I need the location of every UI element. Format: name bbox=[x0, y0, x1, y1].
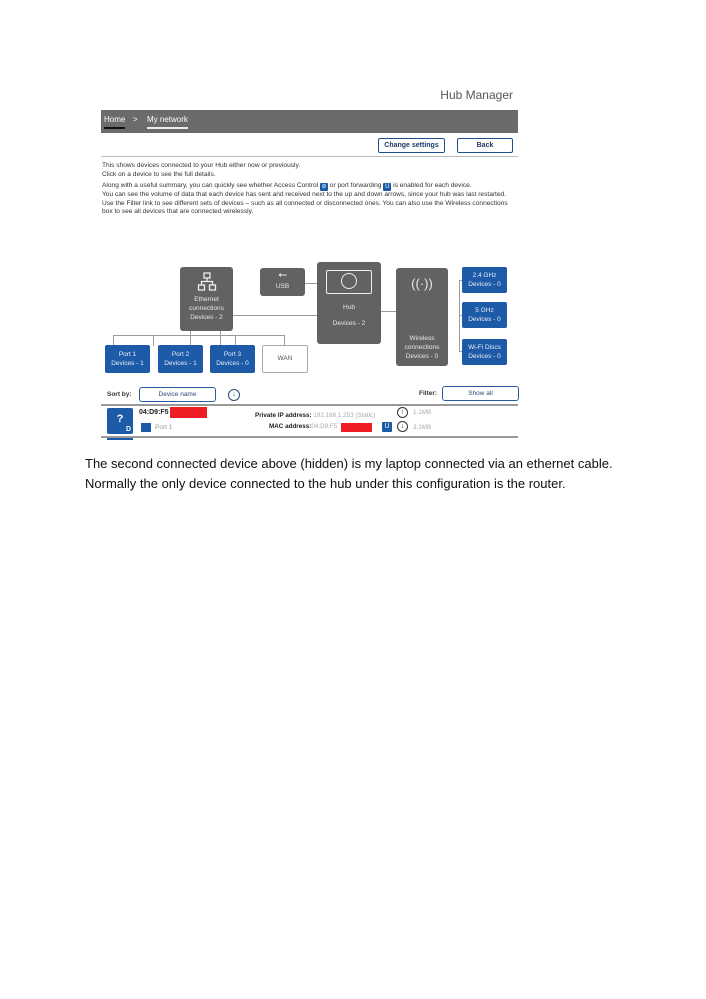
next-device-icon-partial bbox=[107, 438, 133, 440]
wireless-device-count: Devices - 0 bbox=[405, 353, 439, 360]
device-name: 04:D9:F5 bbox=[139, 409, 169, 416]
intro-text bbox=[102, 162, 512, 217]
download-arrow-icon: ↓ bbox=[397, 421, 408, 432]
network-icon bbox=[197, 272, 217, 292]
breadcrumb-separator: > bbox=[133, 115, 138, 124]
breadcrumb-home[interactable]: Home bbox=[104, 115, 125, 129]
usb-box[interactable]: ⭠ USB bbox=[260, 268, 305, 296]
intro-line: Use the Filter link to see different sets of devices – such as all connected or disconnected ones. You can also use the Wireless connections box to see all devices that are connected wirelessly. bbox=[102, 199, 508, 216]
port-3-box[interactable]: Port 3 Devices - 0 bbox=[210, 345, 255, 373]
port-2-box[interactable]: Port 2 Devices - 1 bbox=[158, 345, 203, 373]
connector-line bbox=[153, 335, 154, 346]
port-forwarding-icon: U bbox=[385, 184, 390, 191]
wireless-icon: ((·)) bbox=[411, 276, 433, 291]
usb-icon: ⭠ bbox=[278, 269, 287, 281]
connector-line bbox=[381, 311, 396, 312]
data-received: 3.1MB bbox=[413, 424, 432, 431]
intro-line: This shows devices connected to your Hub either now or previously. bbox=[102, 162, 301, 169]
wifi-discs-box[interactable]: Wi-Fi Discs Devices - 0 bbox=[462, 339, 507, 365]
sort-label: Sort by: bbox=[107, 391, 132, 398]
hub-manager-screenshot bbox=[85, 84, 535, 440]
wireless-connections-box[interactable]: ((·)) Wireless connections Devices - 0 bbox=[396, 268, 448, 366]
redaction bbox=[170, 407, 207, 418]
filter-label: Filter: bbox=[419, 390, 438, 397]
filter-select[interactable]: Show all bbox=[442, 386, 519, 401]
connector-line bbox=[113, 335, 284, 336]
upload-arrow-icon: ↑ bbox=[397, 407, 408, 418]
unknown-device-icon: ? D bbox=[107, 408, 133, 434]
hub-box[interactable]: Hub Devices - 2 bbox=[317, 262, 381, 344]
wan-box[interactable]: WAN bbox=[262, 345, 308, 373]
connector-line bbox=[233, 315, 317, 316]
port-forwarding-icon: U bbox=[382, 422, 392, 432]
port-1-box[interactable]: Port 1 Devices - 1 bbox=[105, 345, 150, 373]
data-sent: 1.1MB bbox=[413, 409, 432, 416]
app-title: Hub Manager bbox=[440, 88, 513, 102]
divider bbox=[101, 156, 518, 157]
band-2-4ghz-box[interactable]: 2.4 GHz Devices - 0 bbox=[462, 267, 507, 293]
sort-direction-icon[interactable]: ↓ bbox=[228, 389, 240, 401]
ip-value: 192.168.1.253 (Static) bbox=[313, 412, 376, 419]
divider bbox=[101, 436, 518, 438]
hub-device-count: Devices - 2 bbox=[332, 320, 366, 327]
access-control-icon: ⊘ bbox=[321, 184, 327, 191]
device-port: Port 1 bbox=[155, 424, 173, 431]
caption-text: The second connected device above (hidden) is my laptop connected via an ethernet cable. Normally the only device connected to the hub under this configuration is the router. bbox=[85, 456, 613, 491]
change-settings-button[interactable]: Change settings bbox=[378, 138, 445, 153]
hub-icon bbox=[326, 270, 372, 294]
breadcrumb bbox=[101, 110, 518, 133]
sort-select[interactable]: Device name bbox=[139, 387, 216, 402]
connector-line bbox=[220, 331, 221, 346]
back-button[interactable]: Back bbox=[457, 138, 513, 153]
intro-line: You can see the volume of data that each device has sent and received next to the up and down arrows, since your hub was last restarted. bbox=[102, 191, 507, 199]
intro-line: Click on a device to see the full details. bbox=[102, 170, 216, 178]
breadcrumb-my-network[interactable]: My network bbox=[147, 115, 188, 129]
ethernet-port-icon bbox=[141, 423, 151, 432]
connector-line bbox=[190, 331, 191, 346]
intro-line: Along with a useful summary, you can quickly see whether Access Control ⊘ or port forwarding U is enabled for each device. bbox=[102, 182, 472, 191]
mac-label: MAC address: bbox=[269, 423, 312, 430]
ethernet-device-count: Devices - 2 bbox=[190, 314, 223, 321]
divider bbox=[101, 404, 518, 406]
caption-note bbox=[85, 454, 625, 493]
mac-value: 04:D9:F5 bbox=[311, 423, 338, 430]
ip-label: Private IP address: bbox=[255, 412, 312, 419]
redaction bbox=[341, 423, 372, 432]
ethernet-connections-box[interactable]: Ethernet connections Devices - 2 bbox=[180, 267, 233, 331]
band-5ghz-box[interactable]: 5 GHz Devices - 0 bbox=[462, 302, 507, 328]
